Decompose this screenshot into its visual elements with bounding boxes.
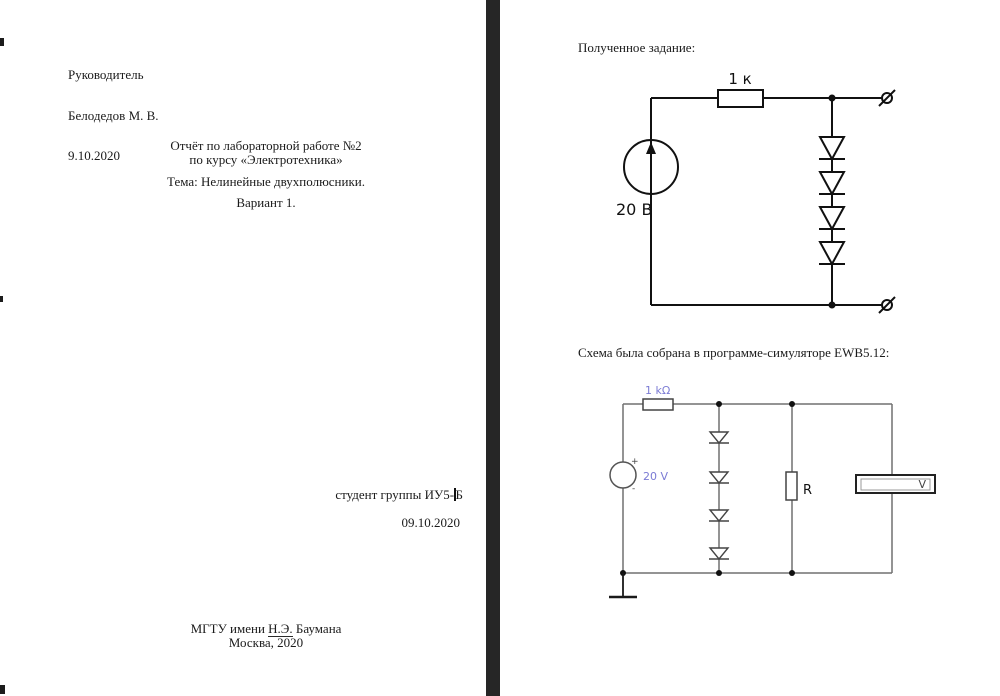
diode-symbol bbox=[820, 172, 844, 194]
report-title-line2[interactable]: по курсу «Электротехника» bbox=[189, 152, 343, 167]
university-initials: Н.Э. bbox=[268, 621, 293, 636]
university-prefix: МГТУ имени bbox=[190, 621, 269, 636]
diode-symbol[interactable] bbox=[710, 548, 728, 559]
voltmeter-unit-label: V bbox=[918, 478, 926, 491]
load-resistor-label: R bbox=[803, 483, 813, 498]
source-minus-mark: - bbox=[632, 484, 636, 494]
city-year-line[interactable]: Москва, 2020 bbox=[228, 635, 304, 650]
student-group-line[interactable] bbox=[300, 487, 463, 503]
resistor-symbol[interactable] bbox=[643, 399, 673, 410]
report-title-block[interactable] bbox=[47, 139, 485, 210]
supervisor-name[interactable]: Белодедов М. В. bbox=[68, 107, 159, 123]
report-variant[interactable]: Вариант 1. bbox=[236, 195, 296, 210]
task-circuit-schematic bbox=[600, 70, 920, 320]
diode-symbol[interactable] bbox=[710, 510, 728, 521]
page-gap-separator bbox=[486, 0, 500, 696]
ground-symbol[interactable] bbox=[609, 573, 637, 597]
source-value-label: 20 V bbox=[643, 470, 669, 483]
diode-symbol bbox=[820, 137, 844, 159]
scan-artifact bbox=[0, 296, 3, 302]
resistor-value-label: 1 kΩ bbox=[645, 384, 671, 397]
diode-symbol bbox=[820, 242, 844, 264]
supervisor-title[interactable]: Руководитель bbox=[68, 67, 144, 82]
scan-artifact bbox=[0, 685, 5, 694]
junction-dot bbox=[716, 570, 722, 576]
university-line[interactable] bbox=[47, 622, 485, 636]
university-suffix: Баумана bbox=[292, 621, 342, 636]
scan-artifact bbox=[0, 38, 4, 46]
student-group-text[interactable]: студент группы ИУ5- bbox=[335, 487, 455, 502]
load-resistor-symbol[interactable] bbox=[786, 472, 797, 500]
resistor-symbol bbox=[718, 90, 763, 107]
report-date[interactable]: 09.10.2020 bbox=[401, 515, 460, 530]
footer-block[interactable] bbox=[47, 622, 485, 650]
source-plus-mark: + bbox=[631, 457, 639, 467]
voltmeter-symbol[interactable] bbox=[856, 475, 935, 493]
diode-symbol bbox=[820, 207, 844, 229]
supervisor-date[interactable]: 9.10.2020 bbox=[68, 148, 120, 163]
junction-dot bbox=[789, 570, 795, 576]
task-heading[interactable]: Полученное задание: bbox=[578, 40, 696, 55]
report-title-line1[interactable]: Отчёт по лабораторной работе №2 bbox=[170, 138, 362, 153]
report-theme[interactable]: Тема: Нелинейные двухполюсники. bbox=[167, 174, 365, 189]
student-group-suffix[interactable]: Б bbox=[455, 487, 463, 502]
junction-dot bbox=[716, 401, 722, 407]
junction-dot bbox=[789, 401, 795, 407]
simulator-heading[interactable]: Схема была собрана в программе-симуляторе EWB5.12: bbox=[578, 345, 890, 360]
diode-symbol[interactable] bbox=[710, 432, 728, 443]
junction-dot bbox=[829, 302, 836, 309]
diode-symbol[interactable] bbox=[710, 472, 728, 483]
source-arrowhead bbox=[646, 142, 656, 154]
ewb-simulator-schematic bbox=[598, 383, 943, 613]
source-value-label: 20 В bbox=[616, 200, 653, 219]
junction-dot bbox=[829, 95, 836, 102]
resistor-value-label: 1 к bbox=[728, 70, 752, 88]
